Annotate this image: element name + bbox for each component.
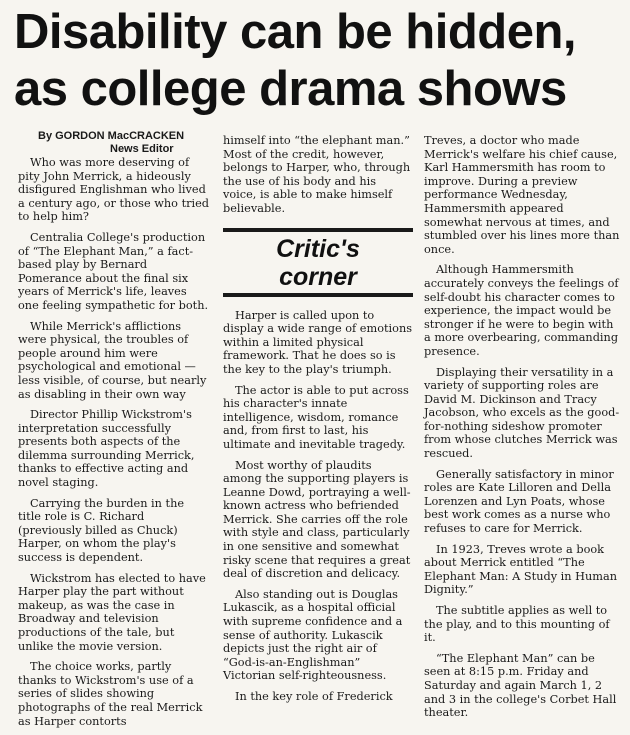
- paragraph: Generally satisfactory in minor roles are Kate Lilloren and Della Lorenzen and Lyn Poats, whose best work comes as a nurse who refuses to care for Merrick.: [424, 467, 614, 536]
- paragraph: Who was more deserving of pity John Merrick, a hideously disfigured Englishman who lived a century ago, or those who tried to help him?: [18, 156, 210, 224]
- byline-title: News Editor: [110, 143, 174, 155]
- paragraph: Treves, a doctor who made Merrick's welfare his chief cause, Karl Hammersmith has room to improve. During a preview performance Wednesday, Hammersmith appeared somewhat nervous at times, and stumbled over his lines more than once.: [424, 134, 620, 256]
- paragraph: Wickstrom has elected to have Harper play the part without makeup, as was the case in Broadway and television productions of the tale, but unlike the movie version.: [18, 571, 206, 653]
- paragraph: Director Phillip Wickstrom's interpretation successfully presents both aspects of the dilemma surrounding Merrick, thanks to effective acting and novel staging.: [18, 408, 195, 490]
- article-column-3: [424, 134, 620, 727]
- byline-author: By GORDON MacCRACKEN: [38, 130, 185, 142]
- paragraph: While Merrick's afflictions were physical, the troubles of people around him were psychological and emotional — less visible, of course, but nearly as disabling in their own way: [18, 319, 207, 401]
- paragraph: The subtitle applies as well to the play, and to this mounting of it.: [424, 604, 610, 645]
- paragraph: himself into “the elephant man.” Most of the credit, however, belongs to Harper, who, through the use of his body and his voice, is able to make himself believable.: [223, 134, 411, 215]
- paragraph: Centralia College's production of “The Elephant Man,” a fact-based play by Bernard Pomerance about the final six years of Merrick's life, leaves one feeling sympathetic for both.: [18, 230, 209, 312]
- paragraph: Displaying their versatility in a variety of supporting roles are David M. Dickinson and Tracy Jacobson, who excels as the good-for-nothing sideshow promoter from whose clutches Merrick was rescued.: [424, 365, 620, 461]
- paragraph: Also standing out is Douglas Lukascik, as a hospital official with supreme confidence and a sense of authority. Lukascik depicts just the right air of “God-is-an-Englishman” Victorian self-righteousness.: [223, 587, 403, 683]
- headline-line-2: as college drama shows: [14, 62, 567, 116]
- paragraph: “The Elephant Man” can be seen at 8:15 p.m. Friday and Saturday and again March 1, 2 and 3 in the college's Corbet Hall theater.: [424, 651, 617, 720]
- paragraph: In 1923, Treves wrote a book about Merrick entitled “The Elephant Man: A Study in Human Dignity.”: [424, 542, 618, 597]
- paragraph: Carrying the burden in the title role is C. Richard (previously billed as Chuck) Harper, on whom the play's success is dependent.: [18, 496, 185, 565]
- paragraph: The choice works, partly thanks to Wickstrom's use of a series of slides showing photographs of the real Merrick as Harper contorts: [18, 660, 203, 728]
- paragraph: Most worthy of plaudits among the supporting players is Leanne Dowd, portraying a well-known actress who befriended Merrick. She carries off the role with style and class, particularly in one sensitive and somewhat risky scene that requires a great deal of discretion and delicacy.: [223, 458, 411, 581]
- article-column-2: [223, 134, 413, 711]
- headline-line-1: Disability can be hidden,: [14, 5, 577, 59]
- critics-corner-line-1: Critic's: [276, 234, 360, 263]
- headline: [14, 4, 618, 118]
- critics-corner-box: [223, 228, 413, 297]
- paragraph: Harper is called upon to display a wide range of emotions within a limited physical framework. That he does so is the key to the play's triumph.: [223, 308, 413, 376]
- article-column-1: [18, 130, 210, 735]
- paragraph: The actor is able to put across his character's innate intelligence, wisdom, romance and, from first to last, his ultimate and inevitable tragedy.: [223, 383, 409, 451]
- paragraph: In the key role of Frederick: [235, 690, 393, 703]
- paragraph: Although Hammersmith accurately conveys the feelings of self-doubt his character comes to experience, the impact would be stronger if he were to begin with a more overbearing, commanding presence.: [424, 263, 619, 358]
- critics-corner-line-2: corner: [279, 262, 357, 291]
